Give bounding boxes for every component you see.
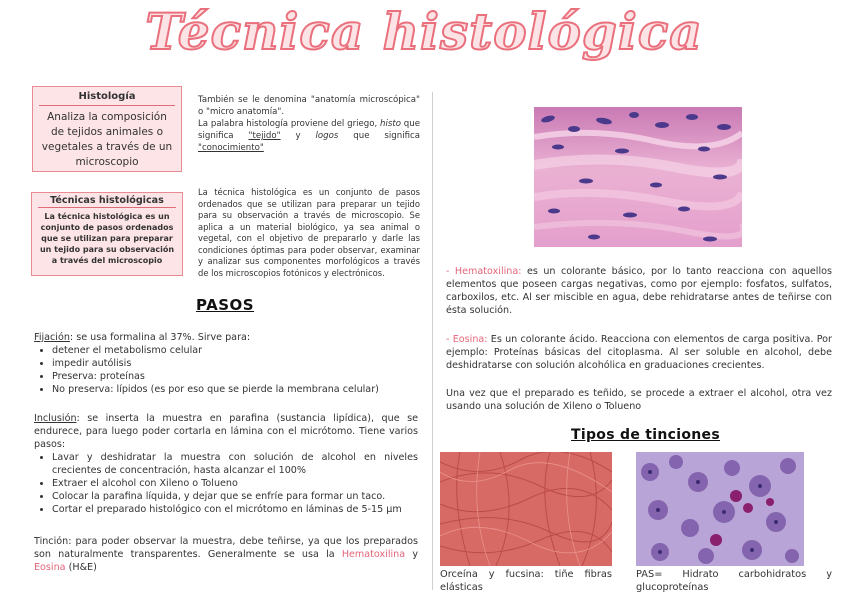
column-divider <box>432 92 433 590</box>
page-title: Técnica histológica <box>145 2 703 61</box>
histologia-box-text: Analiza la composición de tejidos animales o vegetales a través de un microscopio <box>41 111 173 168</box>
list-item: • Lavar y deshidratar la muestra con solución de alcohol en niveles crecientes de concentración, hasta alcanzar el 100% <box>52 451 418 477</box>
pasos-heading: PASOS <box>196 296 255 314</box>
intro-histo: histo <box>380 119 401 129</box>
caption-orcein: Orceína y fucsina: tiñe fibras elásticas <box>440 569 612 593</box>
pas-micrograph <box>636 452 804 566</box>
he-micrograph <box>534 107 742 247</box>
list-item: • detener el metabolismo celular <box>52 344 418 357</box>
fijacion-list <box>34 344 418 396</box>
list-item: • Colocar la parafina líquida, y dejar que se enfríe para formar un taco. <box>52 490 418 503</box>
tincion-text: Tinción: para poder observar la muestra, debe teñirse, ya que los preparados son naturalmente transparentes. Generalmente se usa la <box>34 536 418 560</box>
tincion-he: (H&E) <box>65 562 97 573</box>
inclusion-intro <box>34 412 418 451</box>
intro-logos: logos <box>315 131 339 141</box>
intro-conocimiento: "conocimiento" <box>198 143 264 153</box>
orcein-micrograph <box>440 452 612 566</box>
inclusion-text: : se inserta la muestra en parafina (sustancia lipídica), que se endurece, para luego poder cortarla en lámina con el micrótomo. Tiene varios pasos: <box>34 413 418 450</box>
eosina-label: - Eosina: <box>446 334 488 345</box>
fijacion-label: Fijación <box>34 332 70 343</box>
intro-line-1: También se le denomina "anatomía microscópica" o "micro anatomía". <box>198 95 420 117</box>
tincion-paragraph <box>34 535 418 574</box>
intro-text: que significa <box>198 119 421 141</box>
he-micrograph-image <box>534 107 742 247</box>
histologia-box <box>32 86 182 172</box>
tincion-text: y <box>405 549 418 560</box>
orcein-micrograph-image <box>440 452 612 566</box>
intro-text: La palabra histología proviene del griego, <box>198 119 381 129</box>
intro-tejido: "tejido" <box>248 131 281 141</box>
tincion-hematoxilina: Hematoxilina <box>341 549 406 560</box>
tecnicas-box <box>31 192 183 276</box>
caption-pas: PAS= Hidrato carbohidratos y glucoproteínas <box>636 569 832 593</box>
tecnicas-box-heading: Técnicas histológicas <box>38 193 176 208</box>
list-item: • Extraer el alcohol con Xileno o Tolueno <box>52 477 418 490</box>
intro-text: y <box>280 131 316 141</box>
list-item: • No preserva: lípidos (es por eso que se pierde la membrana celular) <box>52 383 418 396</box>
intro-line-2 <box>198 118 420 154</box>
histologia-box-heading: Histología <box>39 87 175 106</box>
hematoxilina-paragraph <box>446 265 832 317</box>
tipos-heading: Tipos de tinciones <box>571 427 720 443</box>
eosina-text: Es un colorante ácido. Reacciona con elementos de carga positiva. Por ejemplo: Proteínas básicas del citoplasma. Al ser soluble en alcohol, debe deshidratarse con solución alcohólica en graduaciones crecientes. <box>446 334 832 371</box>
pas-micrograph-image <box>636 452 804 566</box>
inclusion-section <box>34 412 418 516</box>
intro-text: que significa <box>338 131 420 141</box>
fijacion-intro <box>34 331 418 344</box>
tecnicas-box-text: La técnica histológica es un conjunto de pasos ordenados que se utilizan para preparar un tejido para su observación a través del microscopio <box>39 212 175 265</box>
list-item: • Cortar el preparado histológico con el micrótomo en láminas de 5-15 μm <box>52 503 418 516</box>
fijacion-section <box>34 331 418 396</box>
fijacion-text: : se usa formalina al 37%. Sirve para: <box>69 332 251 343</box>
tincion-eosina: Eosina <box>34 562 66 573</box>
hematoxilina-label: - Hematoxilina: <box>446 266 522 277</box>
inclusion-list <box>34 451 418 516</box>
definition-paragraph: La técnica histológica es un conjunto de pasos ordenados que se utilizan para preparar un tejido para su observación a través de microscopio. Se aplica a un material biológico, ya sea animal o vegetal, con el objetivo de prepararlo y darle las condiciones óptimas para poder observar, examinar y analizar sus componentes morfológicos a través de los microscopios fotónicos y electrónicos. <box>198 187 420 278</box>
list-item: • Preserva: proteínas <box>52 370 418 383</box>
inclusion-label: Inclusión <box>34 413 77 424</box>
intro-paragraph <box>198 94 420 154</box>
hematoxilina-text: es un colorante básico, por lo tanto reacciona con aquellos elementos que poseen cargas negativas, como por ejemplo: fosfatos, sulfatos, carboxilos, etc. Al ser miscible en agua, debe rehidratarse antes de teñirse con ésta solución. <box>446 266 833 316</box>
eosina-paragraph <box>446 333 832 372</box>
alcohol-paragraph: Una vez que el preparado es teñido, se procede a extraer el alcohol, otra vez usando una solución de Xileno o Tolueno <box>446 388 832 412</box>
list-item: • impedir autólisis <box>52 357 418 370</box>
